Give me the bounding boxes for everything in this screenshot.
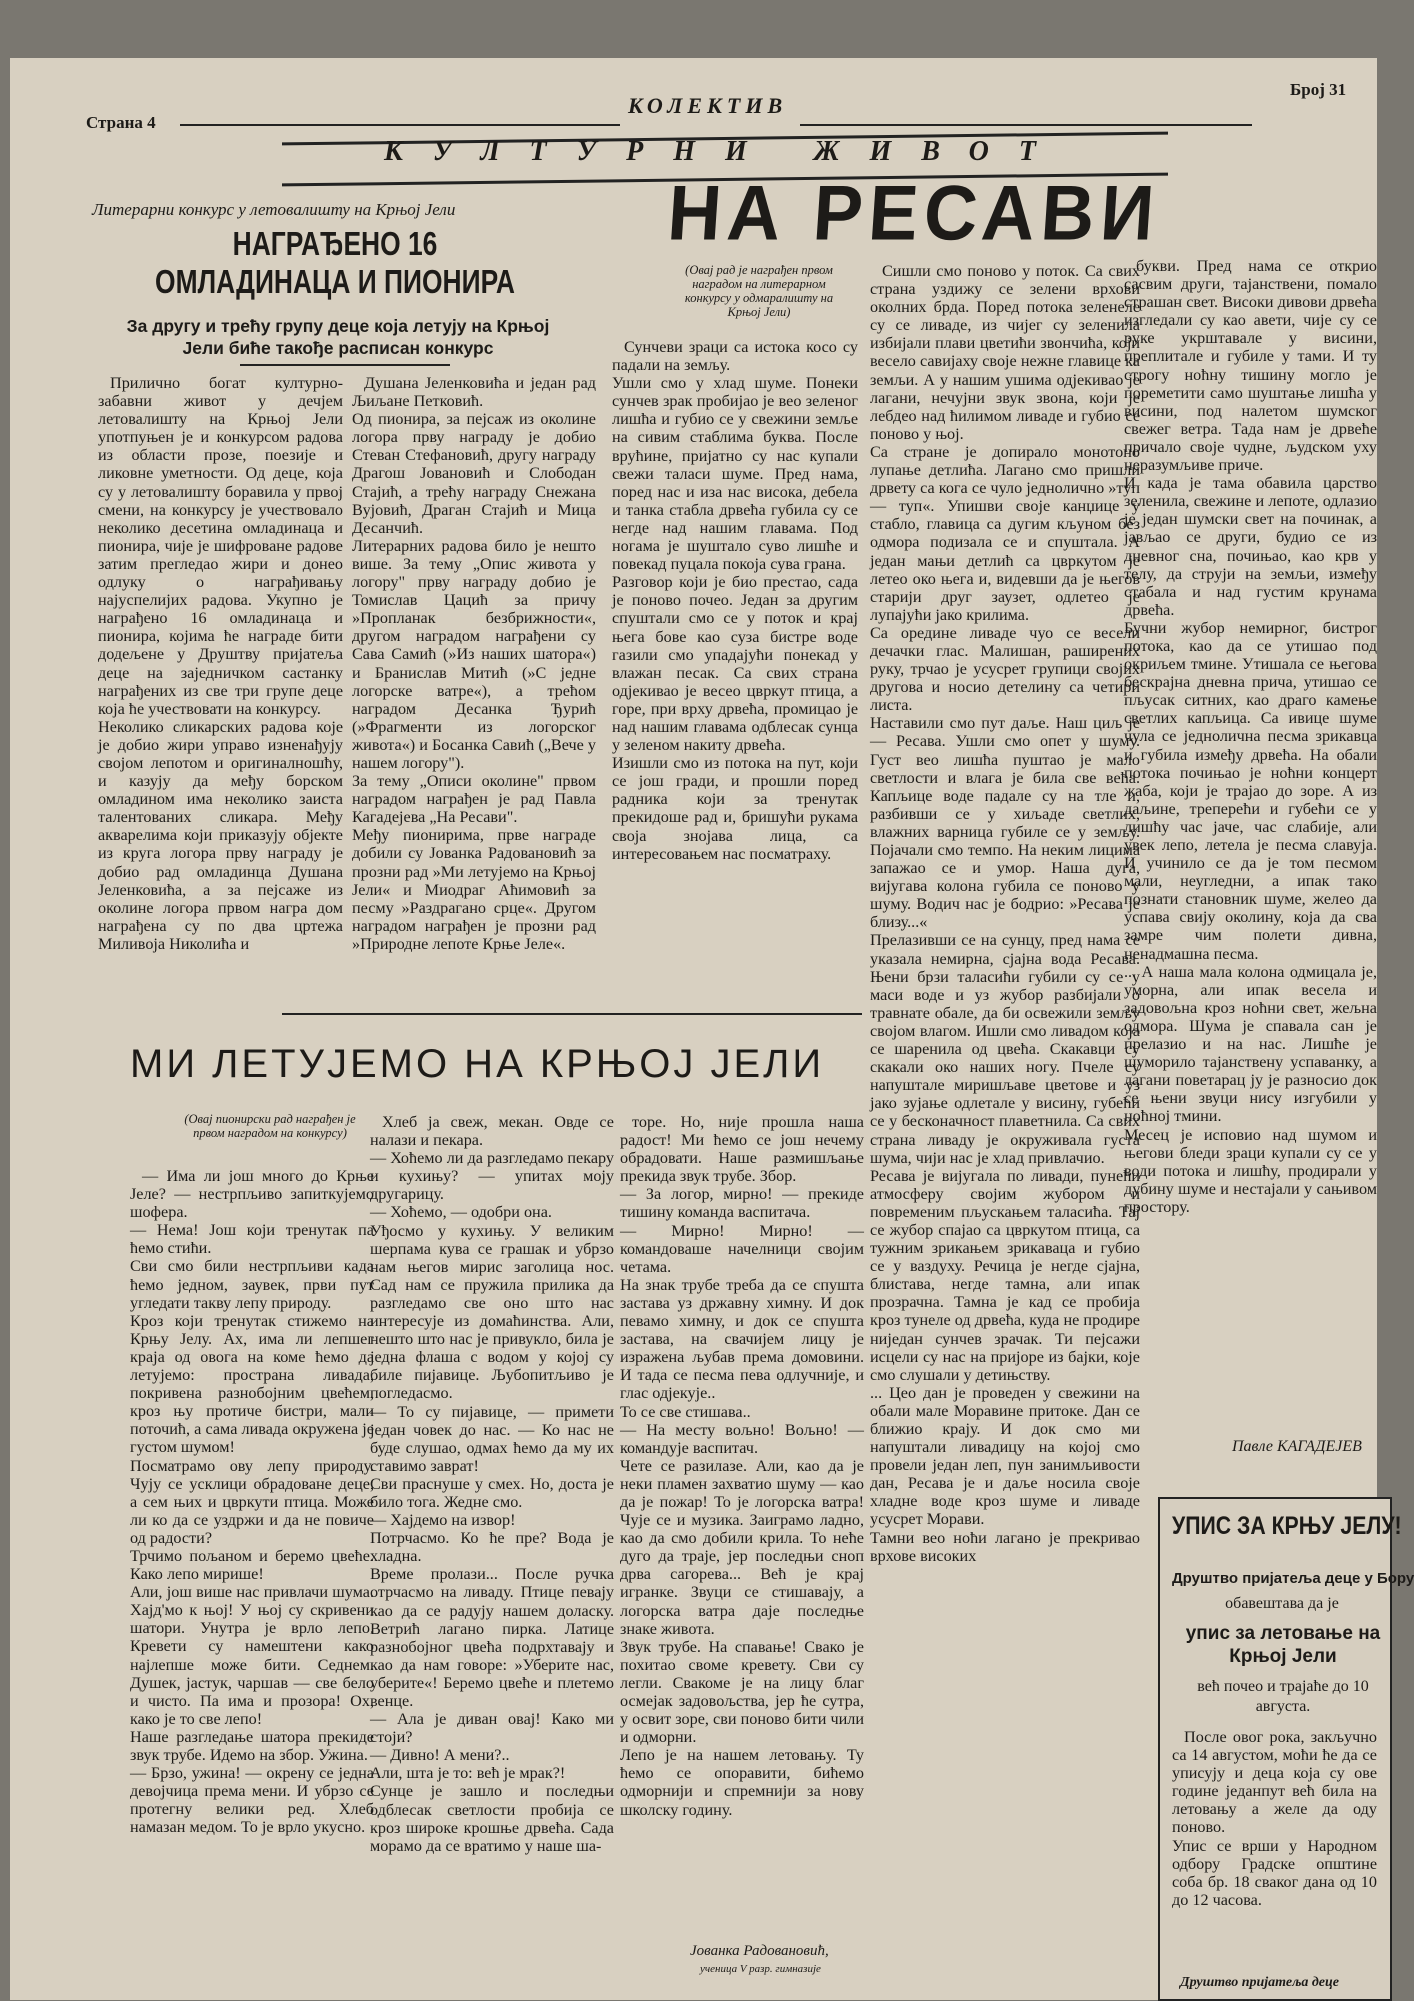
notice-signature: Друштво пријатеља деце: [1180, 1975, 1339, 1990]
section-title: КУЛТУРНИ ЖИВОТ: [384, 136, 1066, 167]
header-rule-right: [800, 124, 1252, 126]
article2-column-2: Сишли смо поново у поток. Са свих страна уздижу се зелени врхови околних брда. Поред потока зеленеле су се ливаде, из чијег су зеленила избијали плави цветићи звончића, који весело савијаху своје нежне главице ка земљи. А у нашим ушима одјекивао је лагани, нечујни звук звона, који је лебдео над ћилимом ливаде и губио се поново у њој. Са стране је допирало монотоно лупање детлића. Лагано смо пришли дрвету са кога се чуло једнолично »туп — туп«. Упишви своје канџице у стабло, главица са дугим кљуном бeз одмора подизала се и спуштала. А један мањи детлић са цвркутом је летео око њега и, видевши да је његов старији друг заузет, одлетео је лупајући јако крилима. Са оредине ливаде чуо се весели дечачки глас. Малишан, раширених руку, трчао је усусрет групици својих другова и носио детелину са четири листа. Наставили смо пут даље. Наш циљ је — Ресава. Ушли смо опет у шуму. Густ вео лишћа пуштао је мало светлости и влага је била све већа. Капљице воде падале су на тле и, разбивши се у хиљаде светлих, влажних варница губиле се у земљу. Појачали смо темпо. На неким лицима запажао се и умор. Наша дуга, вијугава колона губила се поново у шуму. Водич нас је бодрио: »Ресава је близу...« Прелазивши се на сунцу, пред нама се указала немирна, сјајна вода Ресава. Њени брзи таласићи губили су се у маси воде и уз жубор разбијали о травнате обале, да би освежили земљу својом влагом. Ишли смо ливадом која се шаренила од цвећа. Скакавци су скакали око наших ногу. Пчеле су напуштале миришљаве цветове и уз јако зујање одлетале у висину, губећи се у бесконачност плаветнила. Са свих страна ливаду је окруживала густа шума, чији нас је хлад привлачио. Ресава је вијугала по ливади, пунећи атмосферу својим жубором и повременим пљускањем таласића. Тај се жубор спајао са цвркутом птица, са тужним зрикањем зрикаваца и губио се у ваздуху. Речица је негде сјајна, блистава, негде тамна, али ипак прозрачна. Тамна је кад се пробија кроз тунеле од дрвећа, куда не продире ниједан сунчев зрачак. Ти пејсажи исцели су нас на пријоре из бајки, које смо слушали у детињству. ... Цео дан је проведен у свежини на обали мале Моравине притоке. Дан се ближио крају. И док смо ми напуштали ливадицу на којој смо провели један леп, пун занимљивости дан, Ресава је и даље носила своје хладне воде кроз шуме и ливаде усусрет Морави. Тамни вео ноћи лагано је прекривао врхове високих: [870, 262, 1140, 1565]
header-rule-left: [180, 124, 620, 126]
notice-title: УПИС ЗА КРЊУ ЈЕЛУ!: [1172, 1512, 1402, 1540]
article1-subtitle: За другу и трећу групу деце која летују на Крњој Јели биће такође расписан конкурс: [126, 316, 550, 358]
page-label: Страна 4: [86, 113, 156, 132]
article3-column-2: Хлеб ја свеж, мекан. Овде се налази и пекара. — Хоћемо ли да разгледамо пекару и кухињу? — упитах моју другарицу. — Хоћемо, — одобри она. Уђосмо у кухињу. У великим шерпама кува се грашак и убрзо нам његов мирис заголица нос. Сад нам се пружила прилика да разгледамо све оно што нас интересује из домаћинства. Али, нешто што нас је привукло, била је једна флаша с водом у којој су биле пијавице. Љубопитљиво је погледасмо. — То су пијавице, — примети један човек до нас. — Ко нас не буде слушао, одмах ћемо да му их ставимо завpат! Сви праснуше у смех. Но, доста је било тога. Жедне смо. — Хајдемо на извор! Потрчасмо. Ко ће пре? Вода је хладна. Време пролази... После ручка отрчасмо на ливаду. Птице певају као да се радују нашем доласку. Ветрић лагано пирка. Латице разнобојног цвећа подрхтавају и као да нам говоре: »Уберите нас, уберите«! Беремо цвеће и плетемо венце. — Ала је диван овај! Како ми стоји? — Дивно! А мени?.. Али, шта је то: већ је мрак?! Сунце је зашло и последњи одблесак светлости пробија се кроз широке крошње дрвећа. Сада морамо да се вратимо у наше ша-: [370, 1113, 614, 1855]
article2-author: Павле КАГАДЕЈЕВ: [1232, 1438, 1362, 1455]
issue-number: Број 31: [1290, 80, 1347, 99]
article2-column-3: букви. Пред нама се открио сасвим други, тајанствени, помало страшан свет. Високи дивови дрвећа изгледали су као авети, чије су се руке укрштавале у висини, преплитале и губиле у тами. И ту строгу ноћну тишину могло је пореметити само шуштање лишћа у висини, под налетом шумског свежег ветра. Тада нам је дрвеће причало своје чудне, људском уху неразумљиве приче. И када је тама обавила царство зеленила, свежине и лепоте, одлазио је један шумски свет на починак, а јављао се други, будио се из дневног сна, почињао, као крв у телу, да струји на земљи, између стабала и над густим крунама дрвећа. Бучни жубор немирног, бистрог потока, као да се утишао под окриљем тмине. Утишала се његова бескрајна дневна прича, утишао се пљусак ситних, као драго камење светлих капљица. Са ивице шуме чула се једнолична песма зрикавца и губила између дрвећа. На обали потока почињао је ноћни концерт жаба, који је трајао до зоре. А из даљине, треперећи и губећи се у лишћу час јаче, час слабије, али увек лепо, летела је песма славуја. И учинило се да је том песмом мали, неугледни, а ипак тако познати становник шуме, желео да успава свију околину, која да сва замре чим полети дивна, ненадмашна песма. ... А наша мала колона одмицала је, уморна, али ипак весела и задовољна кроз ноћни свет, жељна одмора. Шума је спавала сан је прелазио и на нас. Лишће је шуморило тајанствену успаванку, а лагани поветарац ју је разносио док се њени звуци нису изгубили у ноћној тмини. Месец је исповио над шумом и његови бледи зраци купали су се у води потока и лишћу, продирали у дубину шуме и нестајали у сањивом простору.: [1124, 257, 1377, 1216]
paper-name: КОЛЕКТИВ: [628, 93, 788, 118]
article3-title: МИ ЛЕТУЈЕМО НА КРЊОЈ ЈЕЛИ: [130, 1042, 825, 1086]
notice-highlight: упис за летовање на Крњој Јели: [1185, 1623, 1381, 1667]
article2-title: НА РЕСАВИ: [665, 168, 1163, 257]
article3-author-note: ученица V разр. гимназије: [700, 1963, 821, 1975]
article3-top-rule: [282, 1013, 862, 1015]
notice-body: После овог рока, закључно са 14 августом, моћи ће да се уписују и деца која су ове године једанпут већ била на летовању а желе да оду поново. Упис се врши у Народном одбору Градске општине соба бр. 18 сваког дана од 10 до 12 часова.: [1172, 1728, 1377, 1909]
article1-kicker: Литерарни конкурс у летовалишту на Крњој Јели: [92, 200, 456, 219]
article2-column-1: Сунчеви зраци са истока косо су падали на земљу. Ушли смо у хлад шуме. Понеки сунчев зрак пробијао је веo зеленог лишћа и губио се у свежини земље на сивим стаблима буква. После врућине, пријатно су нас купали свежи таласи шуме. Пред нама, поред нас и иза нас висока, дебела и танка стабла дрвећа губила су се негде над нашим главама. Под ногама је шуштало суво лишће и повекад пуцала покоја сува грана. Разговор који је био престао, сада је поново почео. Један за другим спуштали смо се у поток и крај њега бове као суза бистре воде газили смо упадајући понекад у влажан песак. Са свих страна одјекивао је весео цвркут птица, а горе, при врху дрвећа, промицао је над нашим главама одблесак сунца у зеленом накиту дрвећа. Изишли смо из потока на пут, који се још гради, и прошли поред радника који за тренутак прекидоше рад и, бришући рукама своја знојава лица, са интересовањем нас посматраху.: [612, 338, 858, 863]
article2-note: (Овај рад је награђен првом наградом на литерарном конкурсу у одмаралишту на Крњој Јели): [684, 263, 834, 319]
article3-author: Јованка Радовановић,: [690, 1943, 829, 1959]
notice-organization: Друштво пријатеља деце у Бору: [1172, 1570, 1414, 1587]
article1-title: НАГРАЂЕНО 16 ОМЛАДИНАЦА И ПИОНИРА: [155, 225, 515, 300]
article1-column-2: Душана Јеленковића и један рад Љиљане Петковић. Од пионира, за пејсаж из околине логора прву награду је добио Стеван Стефановић, другу награду Драгош Јовановић и Слободан Стајић, а трећу награду Снежана Вујовић, Драган Стајић и Мица Десанчић. Литерарних радова било је нешто више. За тему „Опис живота у логору" прву награду добио је Томислав Цацић за причу »Пропланак безбрижности«, другом наградом награђени су Сава Самић (»Из наших шатора«) и Бранислав Митић (»С једне логорске ватре«), а трећом наградом Десанка Ђурић (»Фрагменти из логорског живота«) и Босанка Савић („Вече у нашем логору"). За тему „Описи околине" првом наградом награђен је рад Павла Кагадејева „На Ресави". Међу пионирима, прве награде добили су Јованка Радовановић за прозни рад »Ми летујемо на Крњој Јели« и Миодраг Аћимовић за песму »Раздрагано срце«. Другом наградом награђен је прозни рад »Природне лепоте Крње Јеле«.: [352, 374, 596, 953]
article3-column-3: торе. Но, није прошла наша радост! Ми ћемо се још нечему обрадовати. Наше размишљање прекида звук трубе. Збор. — За логор, мирно! — прекиде тишину команда васпитача. — Мирно! Мирно! — командоваше начелници својим четама. На знак трубе треба да се спушта застава уз државну химну. И док певамо химну, и док се спушта застава, на свачијем лицу је изражена љубав према домовини. И тада се песма пева одлучније, и глас одјекује.. То се све стишава.. — На месту вољно! Вољно! — командује васпитач. Чете се разилазе. Али, као да је неки пламен захватио шуму — као да је пожар! То је логорска ватра! Чује се и музика. Заиграмо ладно, као да смо добили крила. То неће дуго да траје, јер последњи сноп дрва сагорева... Већ је крај игранке. Звуци се стишавају, а логорска ватра даје последње знаке живота. Звук трубе. На спавање! Свако је похитао своме кревету. Сви су легли. Свакоме је на лицу благ осмејак задовољства, јер ће сутра, у освит зоре, сви поново бити чили и одморни. Лепо је на нашем летовању. Ту ћемо се опоравити, бићемо одморнији и спремнији за нову школску годину.: [620, 1113, 864, 1819]
article1-column-1: Прилично богат културно-забавни живот у дечјем летовалишту на Крњој Јели употпуњен је и конкурсом радова из области прозе, поезије и ликовне уметности. Од деце, која су у летовалишту боравила у првој смени, на конкурсу је учествовало неколико десетина омладинаца и пионира, чије је шифроване радове затим прегледао жири и донео одлуку о награђивању најуспелијих радова. Укупно је награђено 16 омладинаца и пионира, којима ће награде бити додељене у Друштву пријатеља деце на заједничком састанку награђених из свe три групе деце која ће учествовати на конкурсу. Неколико сликарских радова које је добио жири управо изненађују својом лепотом и оригиналношћу, и казују да међу борском омладином има неколико заиста талентованих сликара. Међу акварелима који приказују објекте из круга логора прву награду је добио рад омладинца Душана Јеленковића, а за пејсаже из околине логора првом награ дом награђена су по два цртежа Миливоја Николића и: [98, 374, 343, 953]
article3-note: (Овај пионирски рад награђен је првом наградом на конкурсу): [184, 1112, 356, 1140]
article1-rule: [240, 364, 450, 366]
article3-column-1: — Има ли још много до Крње Јеле? — нестрпљиво запиткујемо шофера. — Нема! Још који тренутак па ћемо стићи. Сви смо били нестрпљиви када ћемо једном, заувек, први пут угледати такву лепу природу. Кроз који тренутак стижемо на Крњу Јелу. Ах, има ли лепшег краја од овога на коме ћемо да летујемо: пространа ливада, покривена разнобојним цвећем, кроз њу протиче бистри, мали поточић, а сама ливада окружена је густом шумом! Посматрамо ову лепу природу. Чују се усклици обрадоване деце, а сем њих и цвркути птица. Може ли ко да се уздржи и да не повиче од радости? Трчимо пољаном и беремо цвеће. Како лепо мирише! Али, још више нас привлачи шума. Хајд'мо к њој! У њој су скривени шатори. Унутра је врло лепо. Кревети су намештени како најлепше може бити. Седнем. Душек, јастук, чаршав — све бело и чисто. Па има и прозора! Ох, како је то све лепо! Наше разгледање шатора прекиде звук трубе. Идемо на збор. Ужина. — Брзо, ужина! — окрену се једна девојчица према мени. И убрзо се протегну велики ред. Хлеб намазан медом. То је врло укусно.: [130, 1167, 374, 1837]
notice-line-1: обавештава да је: [1225, 1595, 1339, 1612]
notice-line-2: већ почео и трајаће до 10 августа.: [1197, 1678, 1369, 1715]
